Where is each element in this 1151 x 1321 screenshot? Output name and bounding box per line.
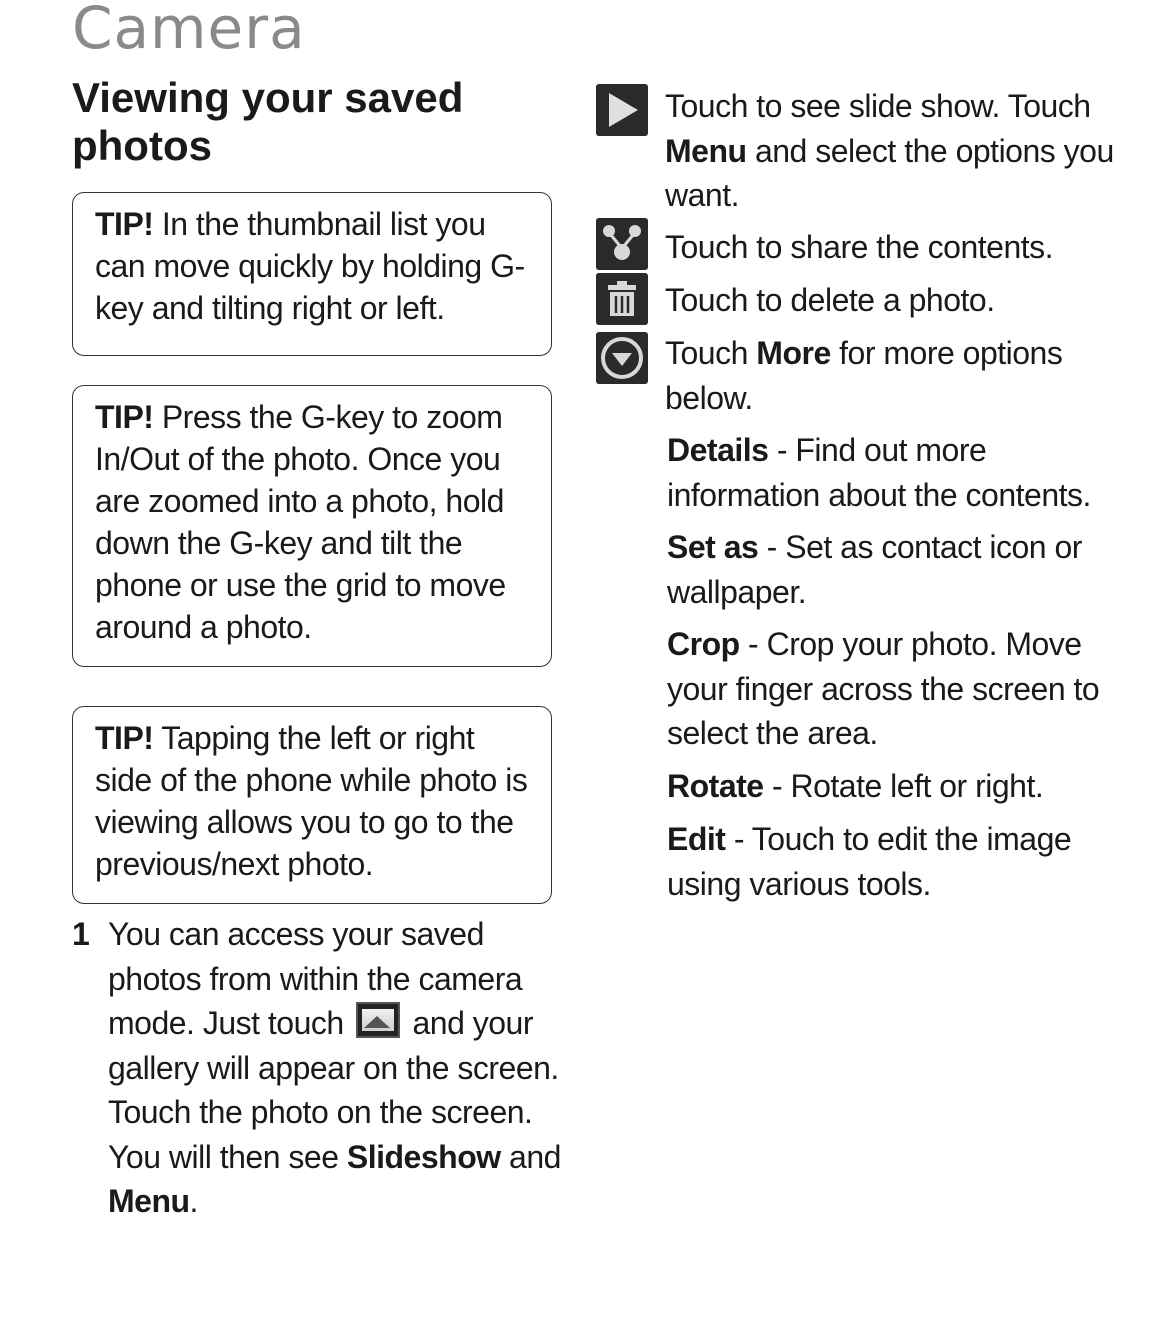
delete-description: Touch to delete a photo.	[665, 282, 995, 318]
play-icon	[596, 84, 648, 136]
tip-box	[72, 706, 552, 904]
more-description: Touch More for more options below.	[665, 335, 1063, 416]
option-crop: Crop - Crop your photo. Move your finger across the screen to select the area.	[667, 626, 1100, 751]
tip-text: Tapping the left or right side of the phone while photo is viewing allows you to go to the previous/next photo.	[95, 720, 528, 882]
step-number: 1	[72, 916, 90, 952]
tip-label: TIP!	[95, 399, 154, 435]
section-title: Camera	[72, 0, 306, 62]
step-text: You can access your saved photos from within the camera mode. Just touch and your gallery will appear on the screen. Touch the photo on the screen. You will then see Slideshow and Menu.	[108, 916, 561, 1219]
tip-label: TIP!	[95, 720, 154, 756]
option-details: Details - Find out more information about the contents.	[667, 432, 1091, 513]
tip-text: In the thumbnail list you can move quickly by holding G-key and tilting right or left.	[95, 206, 525, 326]
slideshow-description: Touch to see slide show. Touch Menu and select the options you want.	[665, 88, 1114, 213]
option-set-as: Set as - Set as contact icon or wallpaper.	[667, 529, 1082, 610]
option-edit: Edit - Touch to edit the image using various tools.	[667, 821, 1072, 902]
tip-box	[72, 192, 552, 356]
tip-box	[72, 385, 552, 667]
tip-text: Press the G-key to zoom In/Out of the photo. Once you are zoomed into a photo, hold down the G-key and tilt the phone or use the grid to move around a photo.	[95, 399, 506, 645]
tip-label: TIP!	[95, 206, 154, 242]
trash-icon	[596, 273, 648, 325]
gallery-icon	[356, 1002, 400, 1038]
more-icon	[596, 332, 648, 384]
option-rotate: Rotate - Rotate left or right.	[667, 768, 1044, 804]
share-icon	[596, 218, 648, 270]
page-heading: Viewing your saved photos	[72, 74, 464, 169]
share-description: Touch to share the contents.	[665, 229, 1054, 265]
